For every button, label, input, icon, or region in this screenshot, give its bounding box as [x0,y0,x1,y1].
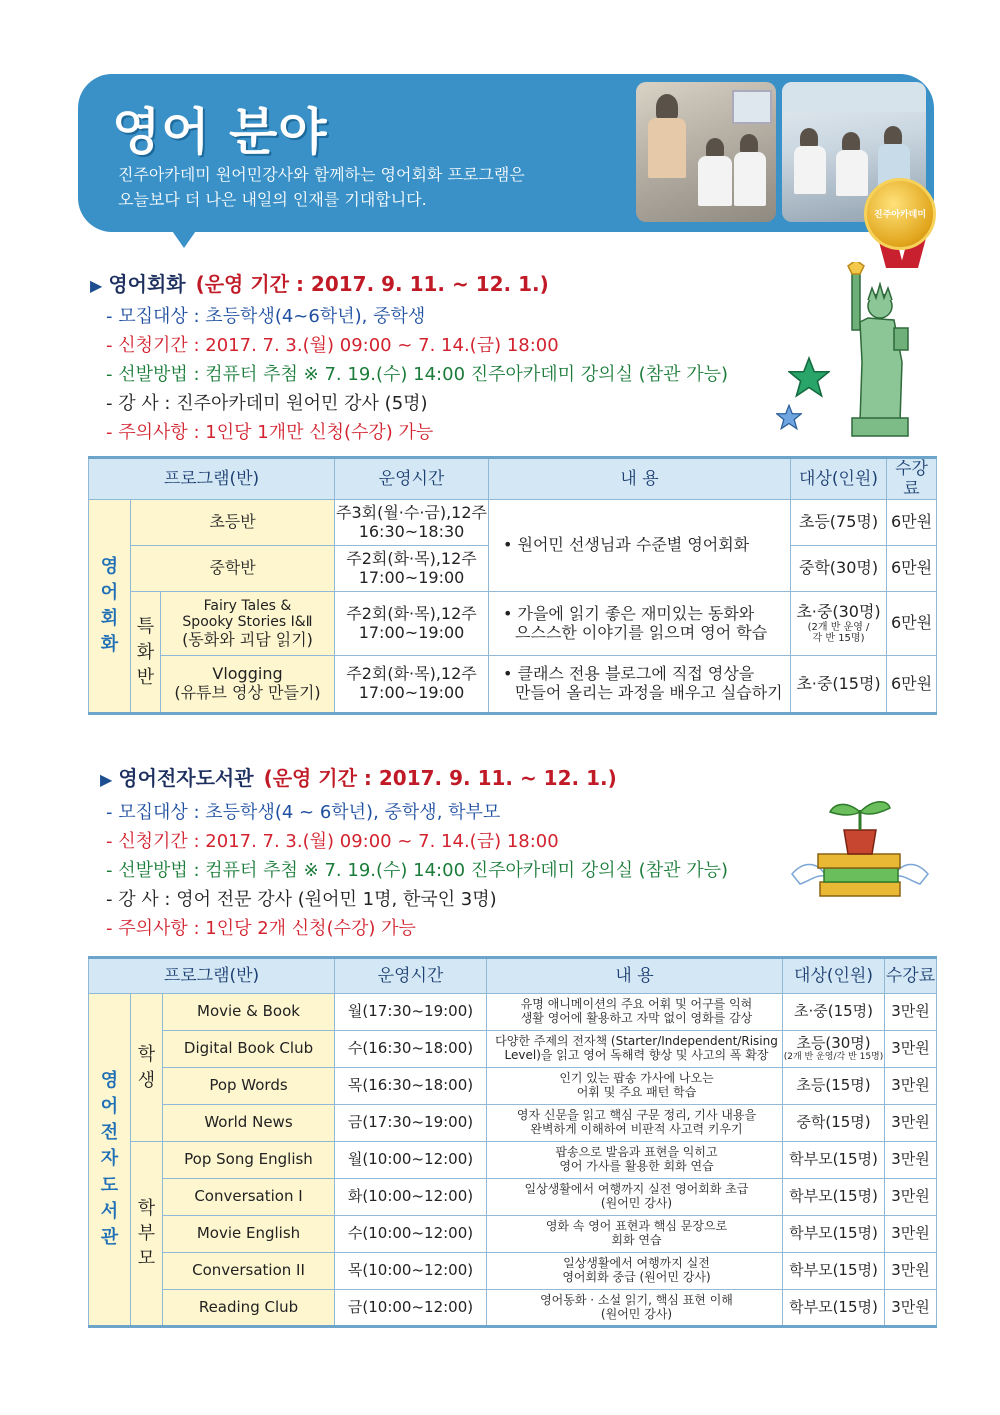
e-library-table [88,956,937,1328]
info-line-selection: - 선발방법 : 컴퓨터 추첨 ※ 7. 19.(수) 14:00 진주아카데미 강의실 (참관 가능) [106,860,728,881]
program-target: 초·중(30명) (2개 반 운영 / 각 반 15명) [791,592,887,656]
program-time: 금(10:00~12:00) [335,1290,487,1327]
table-row [89,1105,937,1142]
program-target: 초등(15명) [783,1068,885,1105]
table-row [89,500,937,546]
program-content: • 클래스 전용 블로그에 직접 영상을 만들어 올리는 과정을 배우고 실습하기 [489,656,791,714]
program-fee: 3만원 [885,1290,937,1327]
program-content: 팝송으로 발음과 표현을 익히고 영어 가사를 활용한 회화 연습 [487,1142,783,1179]
program-name: Pop Song English [163,1142,335,1179]
program-content: 영자 신문을 읽고 핵심 구문 정리, 기사 내용을 완벽하게 이해하여 비판적 사고력 키우기 [487,1105,783,1142]
program-name: 중학반 [131,546,335,592]
program-time: 금(17:30~19:00) [335,1105,487,1142]
program-target: 초·중(15명) [783,994,885,1031]
table-row [89,1179,937,1216]
program-time: 목(16:30~18:00) [335,1068,487,1105]
table-row [89,1290,937,1327]
program-name: Movie English [163,1216,335,1253]
program-target: 학부모(15명) [783,1216,885,1253]
program-fee: 3만원 [885,1179,937,1216]
header-program: 프로그램(반) [89,458,335,500]
header-content: 내 용 [487,958,783,994]
program-target: 학부모(15명) [783,1142,885,1179]
program-fee: 6만원 [887,656,937,714]
program-name: Conversation I [163,1179,335,1216]
program-name: Reading Club [163,1290,335,1327]
program-content: 유명 애니메이션의 주요 어휘 및 어구를 익혀 생활 영어에 활용하고 자막 없이 영화를 감상 [487,994,783,1031]
student-label: 학 생 [131,994,163,1142]
section-heading-conversation: ▶ 영어회화 (운영 기간 : 2017. 9. 11. ~ 12. 1.) [90,272,549,296]
table-row [89,1068,937,1105]
header-target: 대상(인원) [791,458,887,500]
program-target: 초등(75명) [791,500,887,546]
group-label-conversation: 영 어 회 화 [89,500,131,714]
page-title: 영어 분야 [112,103,328,161]
program-fee: 3만원 [885,1031,937,1068]
star-icon-blue [776,404,802,430]
info-line-instructor: - 강 사 : 진주아카데미 원어민 강사 (5명) [106,393,428,414]
header-program: 프로그램(반) [89,958,335,994]
header-target: 대상(인원) [783,958,885,994]
program-target: 중학(15명) [783,1105,885,1142]
program-time: 화(10:00~12:00) [335,1179,487,1216]
info-line-selection: - 선발방법 : 컴퓨터 추첨 ※ 7. 19.(수) 14:00 진주아카데미 강의실 (참관 가능) [106,364,728,385]
program-fee: 3만원 [885,1142,937,1179]
table-row [89,1216,937,1253]
program-name: Pop Words [163,1068,335,1105]
program-fee: 6만원 [887,592,937,656]
program-fee: 3만원 [885,1068,937,1105]
info-line-period: - 신청기간 : 2017. 7. 3.(월) 09:00 ~ 7. 14.(금) 18:00 [106,831,559,852]
header-content: 내 용 [489,458,791,500]
program-fee: 6만원 [887,500,937,546]
program-target: 학부모(15명) [783,1179,885,1216]
table-row [89,1253,937,1290]
header-fee: 수강료 [887,458,937,500]
program-time: 수(10:00~12:00) [335,1216,487,1253]
group-label-e-library: 영 어 전 자 도 서 관 [89,994,131,1327]
conversation-table [88,456,937,715]
program-content: • 가을에 읽기 좋은 재미있는 동화와 으스스한 이야기를 읽으며 영어 학습 [489,592,791,656]
program-fee: 3만원 [885,1253,937,1290]
program-time: 목(10:00~12:00) [335,1253,487,1290]
table-row [89,592,937,656]
program-fee: 3만원 [885,1216,937,1253]
table-row [89,656,937,714]
program-time: 수(16:30~18:00) [335,1031,487,1068]
program-name: Movie & Book [163,994,335,1031]
program-content: 일상생활에서 여행까지 실전 영어회화 중급 (원어민 강사) [487,1253,783,1290]
program-name: 초등반 [131,500,335,546]
table-header-row [89,458,937,500]
academy-medal: 진주아카데미 [864,178,936,250]
program-content: 영화 속 영어 표현과 핵심 문장으로 회화 연습 [487,1216,783,1253]
program-time: 주3회(월·수·금),12주 16:30~18:30 [335,500,489,546]
plant-books-icon [790,790,930,910]
banner-subtitle-2: 오늘보다 더 나은 내일의 인재를 기대합니다. [118,190,427,209]
program-name: Vlogging (유튜브 영상 만들기) [161,656,335,714]
header-time: 운영시간 [335,958,487,994]
header-time: 운영시간 [335,458,489,500]
program-name: Digital Book Club [163,1031,335,1068]
program-content: 일상생활에서 여행까지 실전 영어회화 초급 (원어민 강사) [487,1179,783,1216]
info-line-target: - 모집대상 : 초등학생(4~6학년), 중학생 [106,306,426,327]
section-heading-e-library: ▶ 영어전자도서관 (운영 기간 : 2017. 9. 11. ~ 12. 1.) [100,766,617,790]
program-target: 중학(30명) [791,546,887,592]
banner-tail [170,228,198,248]
program-name: Fairy Tales & Spooky Stories Ⅰ&Ⅱ (동화와 괴담 읽기) [161,592,335,656]
special-class-label: 특 화 반 [131,592,161,714]
program-time: 주2회(화·목),12주 17:00~19:00 [335,546,489,592]
program-time: 월(10:00~12:00) [335,1142,487,1179]
program-time: 주2회(화·목),12주 17:00~19:00 [335,592,489,656]
program-target: 초등(30명) (2개 반 운영/각 반 15명) [783,1031,885,1068]
program-name: World News [163,1105,335,1142]
program-content: 영어동화 · 소설 읽기, 핵심 표현 이해 (원어민 강사) [487,1290,783,1327]
program-content: 인기 있는 팝송 가사에 나오는 어휘 및 주요 패턴 학습 [487,1068,783,1105]
table-row [89,994,937,1031]
info-line-notice: - 주의사항 : 1인당 2개 신청(수강) 가능 [106,918,416,939]
program-time: 월(17:30~19:00) [335,994,487,1031]
program-content: 다양한 주제의 전자책 (Starter/Independent/Rising Level)을 읽고 영어 독해력 향상 및 사고의 폭 확장 [487,1031,783,1068]
program-fee: 3만원 [885,994,937,1031]
program-target: 학부모(15명) [783,1290,885,1327]
program-target: 초·중(15명) [791,656,887,714]
statue-of-liberty-icon [838,262,918,438]
info-line-notice: - 주의사항 : 1인당 1개만 신청(수강) 가능 [106,422,434,443]
table-header-row [89,958,937,994]
info-line-target: - 모집대상 : 초등학생(4 ~ 6학년), 중학생, 학부모 [106,802,501,823]
banner-subtitle-1: 진주아카데미 원어민강사와 함께하는 영어회화 프로그램은 [118,165,525,184]
program-content: • 원어민 선생님과 수준별 영어회화 [489,500,791,592]
header-fee: 수강료 [885,958,937,994]
program-fee: 6만원 [887,546,937,592]
info-line-instructor: - 강 사 : 영어 전문 강사 (원어민 1명, 한국인 3명) [106,889,497,910]
star-icon-green [788,356,830,398]
program-time: 주2회(화·목),12주 17:00~19:00 [335,656,489,714]
parent-label: 학 부 모 [131,1142,163,1327]
program-target: 학부모(15명) [783,1253,885,1290]
program-fee: 3만원 [885,1105,937,1142]
class-photo-1 [636,82,776,222]
program-name: Conversation II [163,1253,335,1290]
table-row [89,1142,937,1179]
table-row [89,1031,937,1068]
info-line-period: - 신청기간 : 2017. 7. 3.(월) 09:00 ~ 7. 14.(금) 18:00 [106,335,559,356]
